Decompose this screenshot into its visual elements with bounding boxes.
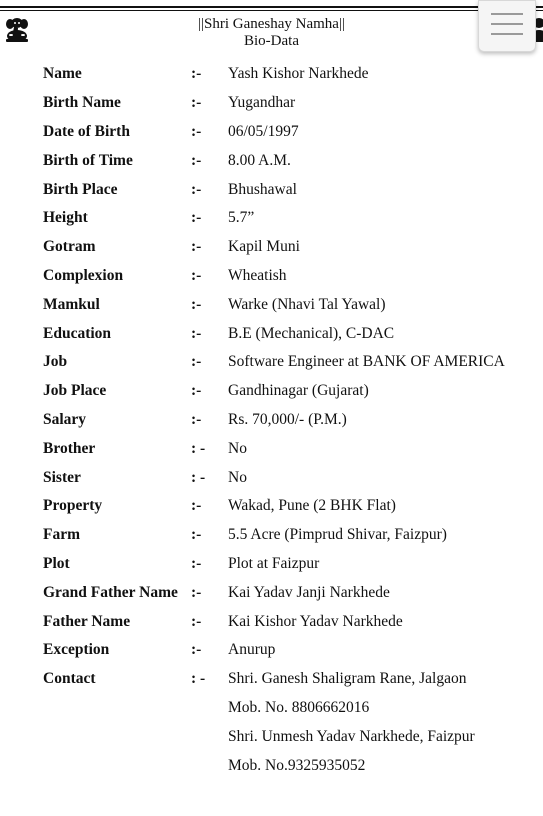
field-label: Birth of Time bbox=[43, 151, 133, 169]
field-separator: :- bbox=[191, 410, 202, 428]
row-complexion bbox=[43, 262, 543, 291]
field-label: Education bbox=[43, 324, 112, 342]
row-grand-father-name bbox=[43, 578, 543, 607]
field-separator: :- bbox=[191, 266, 202, 284]
hamburger-icon bbox=[491, 13, 523, 15]
field-separator: :- bbox=[191, 180, 202, 198]
field-label: Complexion bbox=[43, 266, 124, 284]
row-job bbox=[43, 348, 543, 377]
field-separator: :- bbox=[191, 612, 202, 630]
field-value: 5.5 Acre (Pimprud Shivar, Faizpur) bbox=[228, 526, 447, 544]
row-mamkul bbox=[43, 290, 543, 319]
row-birth-name bbox=[43, 89, 543, 118]
field-separator: :- bbox=[191, 238, 202, 256]
field-value: Gandhinagar (Gujarat) bbox=[228, 382, 369, 400]
row-gotram bbox=[43, 233, 543, 262]
field-label: Contact bbox=[43, 670, 96, 688]
field-value: Plot at Faizpur bbox=[228, 554, 320, 572]
field-separator: :- bbox=[191, 122, 202, 140]
contact-mobile: Mob. No. 8806662016 bbox=[228, 698, 370, 716]
field-value: B.E (Mechanical), C-DAC bbox=[228, 324, 395, 342]
top-rule bbox=[0, 6, 543, 8]
field-separator: :- bbox=[191, 554, 202, 572]
field-value: 8.00 A.M. bbox=[228, 151, 291, 169]
field-label: Plot bbox=[43, 554, 70, 572]
field-value: Software Engineer at BANK OF AMERICA bbox=[228, 353, 505, 371]
field-label: Date of Birth bbox=[43, 122, 130, 140]
field-value: 06/05/1997 bbox=[228, 122, 299, 140]
field-label: Sister bbox=[43, 468, 81, 486]
field-value: Warke (Nhavi Tal Yawal) bbox=[228, 295, 386, 313]
field-separator: : - bbox=[191, 468, 206, 486]
field-label: Exception bbox=[43, 641, 110, 659]
header-title: Bio-Data bbox=[244, 33, 299, 49]
field-label: Birth Place bbox=[43, 180, 118, 198]
field-separator: :- bbox=[191, 94, 202, 112]
field-label: Farm bbox=[43, 526, 81, 544]
field-separator: :- bbox=[191, 324, 202, 342]
field-value: Wheatish bbox=[228, 266, 287, 284]
field-value: Bhushawal bbox=[228, 180, 297, 198]
row-date-of-birth bbox=[43, 118, 543, 147]
contact-name: Shri. Unmesh Yadav Narkhede, Faizpur bbox=[228, 727, 475, 745]
field-label: Brother bbox=[43, 439, 96, 457]
menu-button[interactable] bbox=[478, 0, 536, 52]
field-value: Kai Kishor Yadav Narkhede bbox=[228, 612, 403, 630]
field-value: No bbox=[228, 468, 247, 486]
row-height bbox=[43, 204, 543, 233]
field-separator: :- bbox=[191, 382, 202, 400]
row-name bbox=[43, 60, 543, 89]
field-separator: :- bbox=[191, 497, 202, 515]
row-plot bbox=[43, 550, 543, 579]
field-value: 5.7” bbox=[228, 209, 255, 227]
field-value: Wakad, Pune (2 BHK Flat) bbox=[228, 497, 396, 515]
field-label: Birth Name bbox=[43, 94, 121, 112]
row-property bbox=[43, 492, 543, 521]
contact-line bbox=[43, 751, 543, 780]
field-value: Kai Yadav Janji Narkhede bbox=[228, 583, 390, 601]
field-value: Kapil Muni bbox=[228, 238, 300, 256]
row-sister bbox=[43, 463, 543, 492]
field-value: Anurup bbox=[228, 641, 276, 659]
header-invocation: ||Shri Ganeshay Namha|| bbox=[198, 16, 345, 32]
field-separator: :- bbox=[191, 295, 202, 313]
row-salary bbox=[43, 406, 543, 435]
field-label: Grand Father Name bbox=[43, 583, 178, 601]
field-separator: :- bbox=[191, 209, 202, 227]
hamburger-icon-bar bbox=[491, 23, 523, 25]
top-rule-thin bbox=[0, 10, 543, 11]
field-separator: :- bbox=[191, 641, 202, 659]
field-value: No bbox=[228, 439, 247, 457]
row-farm bbox=[43, 521, 543, 550]
row-exception bbox=[43, 636, 543, 665]
field-label: Father Name bbox=[43, 612, 131, 630]
field-label: Height bbox=[43, 209, 88, 227]
field-value: Shri. Ganesh Shaligram Rane, Jalgaon bbox=[228, 670, 467, 688]
row-birth-time bbox=[43, 146, 543, 175]
field-separator: :- bbox=[191, 151, 202, 169]
field-label: Mamkul bbox=[43, 295, 100, 313]
field-separator: :- bbox=[191, 353, 202, 371]
field-label: Name bbox=[43, 65, 82, 83]
page-header bbox=[0, 16, 543, 50]
field-label: Job bbox=[43, 353, 68, 371]
field-separator: : - bbox=[191, 439, 206, 457]
field-value: Yash Kishor Narkhede bbox=[228, 65, 369, 83]
contact-line bbox=[43, 694, 543, 723]
row-father-name bbox=[43, 607, 543, 636]
field-separator: :- bbox=[191, 583, 202, 601]
biodata-table bbox=[43, 60, 543, 780]
row-birth-place bbox=[43, 175, 543, 204]
field-separator: : - bbox=[191, 670, 206, 688]
hamburger-icon-bar bbox=[491, 33, 523, 35]
field-label: Gotram bbox=[43, 238, 96, 256]
contact-mobile: Mob. No.9325935052 bbox=[228, 756, 366, 774]
field-value: Rs. 70,000/- (P.M.) bbox=[228, 410, 347, 428]
field-label: Salary bbox=[43, 410, 87, 428]
row-brother bbox=[43, 434, 543, 463]
field-separator: :- bbox=[191, 65, 202, 83]
field-value: Yugandhar bbox=[228, 94, 296, 112]
field-label: Job Place bbox=[43, 382, 107, 400]
field-separator: :- bbox=[191, 526, 202, 544]
row-education bbox=[43, 319, 543, 348]
field-label: Property bbox=[43, 497, 103, 515]
row-contact bbox=[43, 665, 543, 694]
row-job-place bbox=[43, 377, 543, 406]
contact-line bbox=[43, 722, 543, 751]
